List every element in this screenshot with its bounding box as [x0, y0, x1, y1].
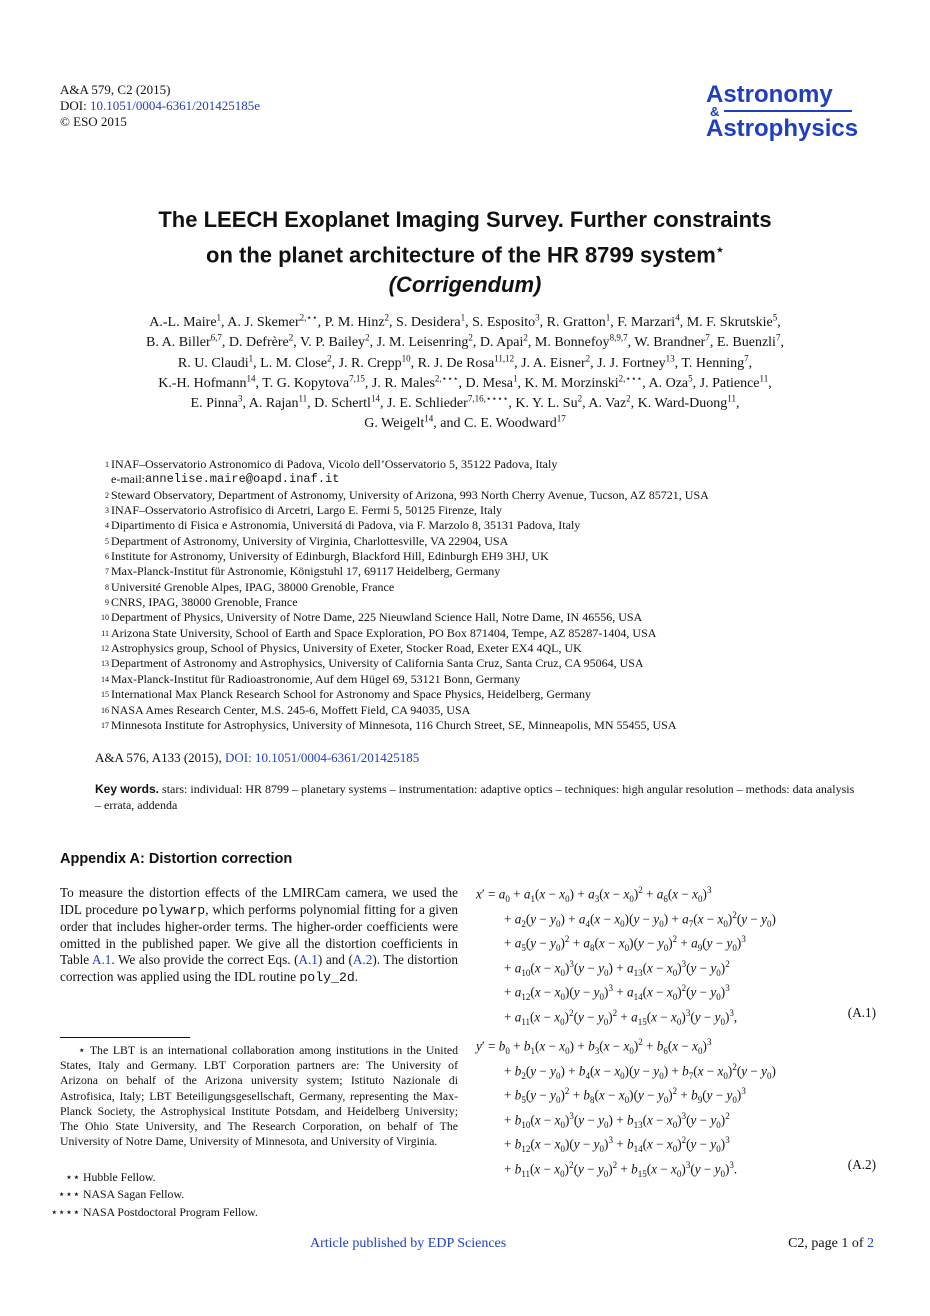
author-name: G. Weigelt$^{14}$: [364, 413, 434, 432]
affiliation-row: [95, 534, 709, 549]
author-name: D. Mesa$^1$: [465, 373, 518, 391]
affiliation-number: [95, 472, 109, 487]
paper-title: [60, 205, 870, 300]
footnote-main: ⋆ The LBT is an international collaboration among institutions in the United States, Italy and Germany. LBT Corporation partners are: The University of Arizona on behalf of the Arizona university system; Istituto Nazionale di Astrofisica, Italy; LBT Beteiligungsgesellschaft, Germany, representing the Max-Planck Society, the Astrophysical Institute Potsdam, and Heidelberg University; The Ohio State University, and The Research Corporation, on behalf of The University of Notre Dame, University of Minnesota, and University of Virginia.: [60, 1043, 458, 1149]
author-affil-mark: 7: [775, 332, 781, 343]
code-poly2d: poly_2d: [299, 969, 355, 985]
author-affil-mark: 2: [327, 352, 332, 363]
title-corrigendum: (Corrigendum): [388, 272, 542, 298]
equation-a2: [476, 1030, 876, 1178]
author-list: A.-L. Maire$^1$, A. J. Skemer$^{2,⋆⋆}$, P. M. Hinz$^2$, S. Desidera$^1$, S. Esposito$^3$, R. Gratton$^1$, F. Marzari$^4$, M. F. Skrutskie$^5$, B. A. Biller$^{6,7}$, D. Defrère$^2$, V. P. Bailey$^2$, J. M. Leisenring$^2$, D. Apai$^2$, M. Bonnefoy$^{8,9,7}$, W. Brandner$^7$, E. Buenzli$^7$, R. U. Claudi$^1$, L. M. Close$^2$, J. R. Crepp$^{10}$, R. J. De Rosa$^{11,12}$, J. A. Eisner$^2$, J. J. Fortney$^{13}$, T. Henning$^7$, K.-H. Hofmann$^{14}$, T. G. Kopytova$^{7,15}$, J. R. Males$^{2,⋆⋆⋆}$, D. Mesa$^1$, K. M. Morzinski$^{2,⋆⋆⋆}$, A. Oza$^5$, J. Patience$^{11}$, E. Pinna$^3$, A. Rajan$^{11}$, D. Schertl$^{14}$, J. E. Schlieder$^{7,16,⋆⋆⋆⋆}$, K. Y. L. Su$^2$, A. Vaz$^2$, K. Ward-Duong$^{11}$, G. Weigelt$^{14}$, and C. E. Woodward$^{17}$: [146, 312, 784, 432]
journal-logo: [706, 82, 876, 142]
author-affil-mark: 4: [675, 312, 680, 323]
affiliation-row: [95, 518, 709, 533]
affiliation-text: INAF–Osservatorio Astronomico di Padova, Vicolo dell’Osservatorio 5, 35122 Padova, Italy: [111, 457, 558, 471]
author-affil-mark: 2: [585, 352, 591, 363]
author-name: E. Buenzli$^7$: [716, 332, 781, 351]
author-name: J. A. Eisner$^2$: [521, 352, 591, 371]
footnote-nasa-postdoc: ⋆⋆⋆⋆ NASA Postdoctoral Program Fellow.: [50, 1205, 258, 1219]
affiliation-row: [95, 503, 709, 518]
affiliation-number: 14: [101, 674, 109, 684]
affiliation-row: [95, 718, 709, 733]
author-name: E. Pinna$^3$: [190, 393, 243, 412]
author-affil-mark: 10: [401, 352, 411, 363]
affiliation-number: 3: [105, 506, 109, 516]
author-affil-mark: 7,16,⋆⋆⋆⋆: [467, 393, 509, 404]
author-name: R. Gratton$^1$: [546, 312, 611, 330]
author-affil-mark: 2,⋆⋆⋆: [618, 373, 643, 384]
title-line-2: on the planet architecture of the HR 8799 system⋆: [206, 242, 724, 268]
author-name: J. E. Schlieder$^{7,16,⋆⋆⋆⋆}$: [386, 393, 509, 412]
eq-a2-line: + $b_{11}(x - x_0)^2(y - y_0)^2 + b_{15}(x - x_0)^3(y - y_0)^3$. (A.2): [476, 1153, 876, 1178]
logo-astrophysics: Astrophysics: [706, 115, 859, 142]
affiliation-text: Max-Planck-Institut für Radioastronomie, Auf dem Hügel 69, 53121 Bonn, Germany: [111, 671, 521, 686]
author-name: V. P. Bailey$^2$: [299, 332, 370, 351]
affiliation-text: Arizona State University, School of Earth and Space Exploration, PO Box 871404, Tempe, AZ 85287-1404, USA: [111, 625, 657, 640]
affiliation-number: 1: [105, 460, 109, 469]
author-name: A.-L. Maire$^1$: [149, 312, 222, 330]
affiliation-text: Institute for Astronomy, University of Edinburgh, Blackford Hill, Edinburgh EH9 3HJ, UK: [111, 549, 549, 564]
affiliation-text: CNRS, IPAG, 38000 Grenoble, France: [111, 595, 298, 610]
eq-ref-link-1[interactable]: A.1: [298, 952, 318, 968]
author-name: P. M. Hinz$^2$: [324, 312, 390, 330]
eq-ref-link-2[interactable]: A.2: [352, 952, 373, 968]
affiliation-number: 4: [105, 521, 109, 531]
author-affil-mark: 7,15: [349, 373, 365, 384]
logo-rule: [724, 110, 852, 112]
affiliation-row: [95, 656, 709, 671]
affiliation-row: [95, 672, 709, 687]
title-footnote-mark[interactable]: ⋆: [715, 242, 724, 257]
author-name: K. M. Morzinski$^{2,⋆⋆⋆}$: [524, 373, 643, 391]
affiliation-row: [95, 610, 709, 625]
affiliation-number: 11: [101, 628, 109, 638]
affiliation-text: International Max Planck Research School for Astronomy and Space Physics, Heidelberg, Germany: [111, 687, 591, 702]
eq-a1-line: + $a_2(y - y_0) + a_4(x - x_0)(y - y_0) + a_7(x - x_0)^2(y - y_0)$: [504, 909, 776, 929]
author-affil-mark: 7: [705, 332, 710, 343]
author-affil-mark: 1: [216, 312, 222, 323]
eq-a1-line: + $a_5(y - y_0)^2 + a_8(x - x_0)(y - y_0)^2 + a_9(y - y_0)^3$: [504, 934, 746, 954]
author-affil-mark: 2: [384, 312, 390, 323]
affiliation-number: 17: [101, 720, 109, 730]
eq-a2-line: + $b_2(y - y_0) + b_4(x - x_0)(y - y_0) + b_7(x - x_0)^2(y - y_0)$: [504, 1061, 776, 1081]
affiliation-number: 8: [105, 582, 109, 592]
author-name: D. Schertl$^{14}$: [314, 393, 380, 412]
author-name: D. Defrère$^2$: [228, 332, 294, 351]
author-name: S. Desidera$^1$: [396, 312, 466, 330]
author-affil-mark: 14: [370, 393, 380, 404]
author-affil-mark: 5: [772, 312, 778, 323]
affiliation-number: 12: [101, 644, 109, 654]
eq-tag-a1: (A.1): [847, 1004, 876, 1020]
eq-a2-line: + $b_{12}(x - x_0)(y - y_0)^3 + b_{14}(x - x_0)^2(y - y_0)^3$: [504, 1135, 730, 1155]
publisher-link[interactable]: Article published by EDP Sciences: [310, 1236, 507, 1251]
keywords-text: stars: individual: HR 8799 – planetary systems – instrumentation: adaptive optics – techniques: high angular resolution – methods: data analysis – errata, addenda: [95, 782, 855, 812]
affiliation-row: [95, 703, 709, 718]
author-affil-mark: 6,7: [210, 332, 222, 343]
affiliation-row: [95, 488, 709, 503]
eq-a1-line: $x' = a_0 + a_1(x - x_0) + a_3(x - x_0)^2 + a_6(x - x_0)^3$: [476, 885, 712, 905]
author-affil-mark: 2: [365, 332, 370, 343]
footnote-hubble: ⋆⋆ Hubble Fellow.: [65, 1170, 156, 1184]
title-line-1: The LEECH Exoplanet Imaging Survey. Further constraints: [158, 207, 772, 232]
affiliation-number: 7: [105, 567, 109, 577]
author-affil-mark: 1: [460, 312, 466, 323]
eq-a2-line: + $b_5(y - y_0)^2 + b_8(x - x_0)(y - y_0)^2 + b_9(y - y_0)^3$: [504, 1086, 746, 1106]
author-affil-mark: 17: [556, 413, 566, 424]
author-affil-mark: 14: [246, 373, 256, 384]
affiliation-row: [95, 641, 709, 656]
body-paragraph: To measure the distortion effects of the LMIRCam camera, we used the IDL procedure polywarp, which performs polynomial fitting for a given order that includes higher-order terms. The higher-order coefficients were omitted in the published paper. We give all the distortion coefficients in Table A.1. We also provide the correct Eqs. (A.1) and (A.2). The distortion correction was applied using the IDL routine poly_2d.: [60, 885, 458, 985]
author-name: A. Vaz$^2$: [588, 393, 631, 412]
eq-a1-line: + $a_{11}(x - x_0)^2(y - y_0)^2 + a_{15}(x - x_0)^3(y - y_0)^3$, (A.1): [476, 1001, 876, 1026]
affiliation-text: Université Grenoble Alpes, IPAG, 38000 Grenoble, France: [111, 579, 395, 594]
doi-link[interactable]: 10.1051/0004-6361/201425185e: [89, 98, 261, 113]
affiliation-text: Minnesota Institute for Astrophysics, University of Minnesota, 116 Church Street, SE, Minneapolis, MN 55455, USA: [111, 717, 677, 732]
author-name: B. A. Biller$^{6,7}$: [146, 332, 222, 351]
eq-a1-line: + $a_{10}(x - x_0)^3(y - y_0) + a_{13}(x - x_0)^3(y - y_0)^2$: [504, 958, 730, 978]
author-affil-mark: 2: [468, 332, 473, 343]
author-name: M. F. Skrutskie$^5$: [686, 312, 778, 330]
logo-astronomy: Astronomy: [706, 81, 833, 108]
author-name: T. Henning$^7$: [681, 352, 749, 371]
author-name: J. Patience$^{11}$: [699, 373, 769, 391]
affiliation-row: [95, 457, 709, 472]
author-name: T. G. Kopytova$^{7,15}$: [262, 373, 365, 391]
author-name: W. Brandner$^7$: [634, 332, 710, 351]
affiliation-number: 13: [101, 659, 109, 669]
author-name: J. J. Fortney$^{13}$: [597, 352, 675, 371]
affiliation-number: 10: [101, 613, 109, 623]
author-affil-mark: 2,⋆⋆: [299, 312, 318, 323]
affiliation-list: [95, 457, 709, 733]
author-name: A. Oza$^5$: [648, 373, 693, 391]
page-total-link[interactable]: 2: [867, 1236, 874, 1251]
affiliation-text: Astrophysics group, School of Physics, University of Exeter, Stocker Road, Exeter EX4 4QL, UK: [111, 641, 582, 656]
author-affil-mark: 2: [626, 393, 631, 404]
affiliation-number: 9: [105, 598, 109, 608]
page-number: C2, page 1 of 2: [788, 1236, 874, 1251]
footnote-mark: ⋆: [78, 1043, 86, 1057]
affiliation-text: Department of Astronomy and Astrophysics, University of California Santa Cruz, Santa Cruz, CA 95064, USA: [111, 656, 644, 671]
author-name: R. U. Claudi$^1$: [177, 352, 254, 371]
affiliation-text: Department of Physics, University of Notre Dame, 225 Nieuwland Science Hall, Notre Dame, IN 46556, USA: [111, 610, 643, 625]
author-name: C. E. Woodward$^{17}$: [464, 413, 566, 432]
affiliation-number: 16: [101, 705, 109, 715]
affiliation-row: [95, 626, 709, 641]
eq-a2-line: $y' = b_0 + b_1(x - x_0) + b_3(x - x_0)^2 + b_6(x - x_0)^3$: [476, 1037, 712, 1057]
affiliation-text: NASA Ames Research Center, M.S. 245-6, Moffett Field, CA 94035, USA: [111, 702, 471, 717]
affiliation-row: [95, 472, 709, 487]
author-name: R. J. De Rosa$^{11,12}$: [417, 352, 515, 371]
original-article-ref: A&A 576, A133 (2015), DOI: 10.1051/0004-6361/201425185: [95, 750, 420, 765]
affiliation-text: Steward Observatory, Department of Astronomy, University of Arizona, 993 North Cherry Avenue, Tucson, AZ 85721, USA: [111, 487, 709, 502]
eq-a1-line: + $a_{12}(x - x_0)(y - y_0)^3 + a_{14}(x - x_0)^2(y - y_0)^3$: [504, 983, 730, 1003]
section-heading: Appendix A: Distortion correction: [60, 851, 293, 867]
author-affil-mark: 3: [535, 312, 540, 323]
code-polywarp: polywarp: [141, 902, 206, 918]
author-name: F. Marzari$^4$: [617, 312, 680, 330]
affiliation-row: [95, 549, 709, 564]
author-name: M. Bonnefoy$^{8,9,7}$: [534, 332, 628, 351]
author-affil-mark: 3: [238, 393, 243, 404]
author-affil-mark: 2: [523, 332, 528, 343]
email-address[interactable]: annelise.maire@oapd.inaf.it: [144, 472, 340, 487]
affiliation-row: [95, 687, 709, 702]
affiliation-number: 6: [105, 552, 109, 562]
author-affil-mark: 7: [744, 352, 749, 363]
author-name: J. R. Crepp$^{10}$: [338, 352, 411, 371]
author-affil-mark: 2: [577, 393, 583, 404]
author-name: L. M. Close$^2$: [260, 352, 332, 371]
author-affil-mark: 2,⋆⋆⋆: [434, 373, 459, 384]
affiliation-row: [95, 564, 709, 579]
author-affil-mark: 2: [288, 332, 294, 343]
copyright: © ESO 2015: [60, 114, 127, 129]
footnote-sagan: ⋆⋆⋆ NASA Sagan Fellow.: [57, 1187, 185, 1201]
author-affil-mark: 11: [759, 373, 769, 384]
affiliation-row: [95, 595, 709, 610]
keywords-label: Key words.: [95, 782, 160, 796]
affiliation-number: 2: [105, 490, 109, 500]
affiliation-number: 15: [101, 690, 109, 700]
author-affil-mark: 8,9,7: [609, 332, 628, 343]
affiliation-row: [95, 580, 709, 595]
author-affil-mark: 1: [248, 352, 254, 363]
author-name: A. Rajan$^{11}$: [248, 393, 308, 412]
affiliation-text: Dipartimento di Fisica e Astronomia, Universitá di Padova, via F. Marzolo 8, 35131 Padova, Italy: [111, 518, 581, 533]
affiliation-text: e-mail:: [111, 472, 145, 487]
journal-ref: A&A 579, C2 (2015): [60, 82, 171, 97]
author-affil-mark: 1: [512, 373, 518, 384]
eq-tag-a2: (A.2): [847, 1156, 876, 1172]
author-name: J. M. Leisenring$^2$: [376, 332, 473, 351]
journal-header: [60, 82, 260, 130]
affiliation-number: 5: [105, 536, 109, 546]
affiliation-text: Department of Astronomy, University of Virginia, Charlottesville, VA 22904, USA: [111, 533, 509, 548]
affiliation-text: Max-Planck-Institut für Astronomie, Königstuhl 17, 69117 Heidelberg, Germany: [111, 564, 501, 579]
author-affil-mark: 11: [727, 393, 736, 404]
eq-a2-line: + $b_{10}(x - x_0)^3(y - y_0) + b_{13}(x - x_0)^3(y - y_0)^2$: [504, 1110, 730, 1130]
original-doi-link[interactable]: DOI: 10.1051/0004-6361/201425185: [225, 750, 420, 765]
table-ref-link[interactable]: A.1: [91, 952, 112, 968]
doi-line: DOI: 10.1051/0004-6361/201425185e: [60, 98, 261, 113]
author-affil-mark: 5: [688, 373, 693, 384]
logo-ampersand: &: [710, 104, 720, 119]
equation-a1: [476, 878, 876, 1026]
author-name: A. J. Skemer$^{2,⋆⋆}$: [227, 312, 318, 330]
author-affil-mark: 13: [665, 352, 675, 363]
author-name: K.-H. Hofmann$^{14}$: [158, 373, 256, 391]
footnote-rule: [60, 1037, 190, 1038]
author-name: K. Y. L. Su$^2$: [515, 393, 583, 412]
author-name: S. Esposito$^3$: [472, 312, 540, 330]
author-name: J. R. Males$^{2,⋆⋆⋆}$: [371, 373, 459, 391]
affiliation-text: INAF–Osservatorio Astrofisico di Arcetri, Largo E. Fermi 5, 50125 Firenze, Italy: [111, 503, 503, 518]
keywords: [95, 781, 855, 813]
author-affil-mark: 1: [605, 312, 611, 323]
author-affil-mark: 11: [298, 393, 308, 404]
author-affil-mark: 14: [424, 413, 434, 424]
author-affil-mark: 11,12: [494, 352, 515, 363]
author-name: D. Apai$^2$: [479, 332, 528, 351]
author-name: K. Ward-Duong$^{11}$: [637, 393, 736, 412]
